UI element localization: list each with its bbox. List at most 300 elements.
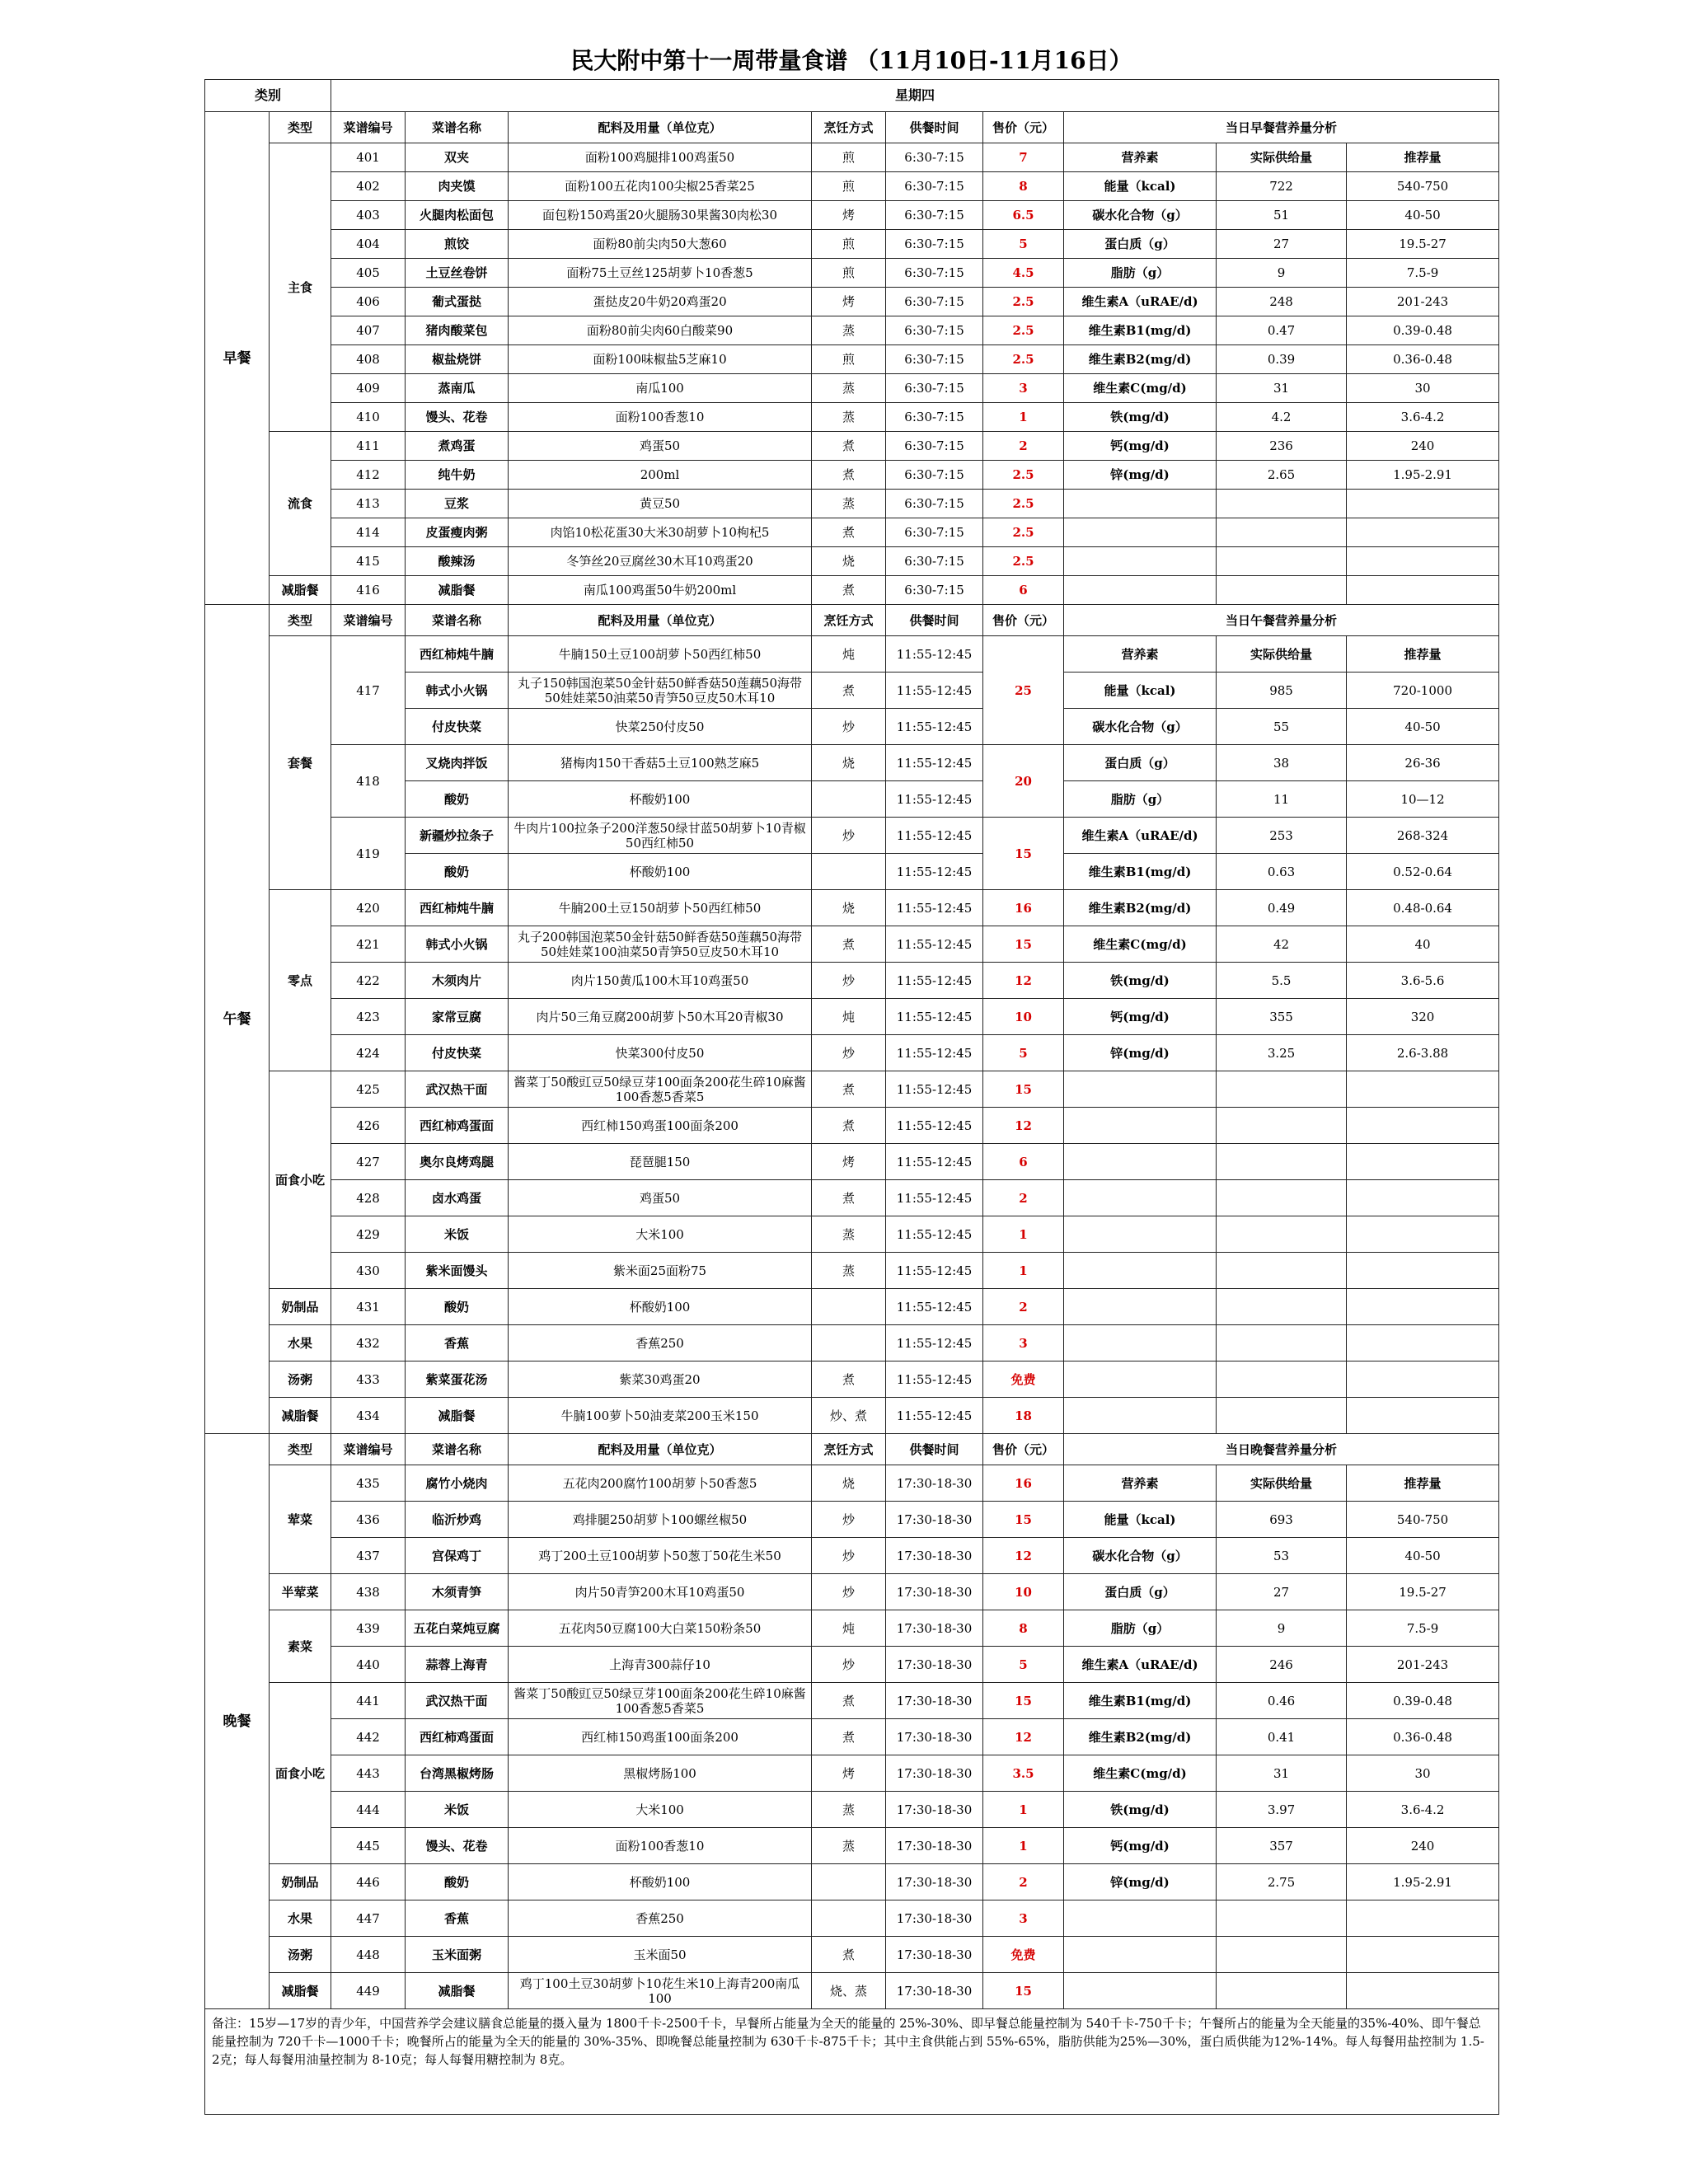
dish-row bbox=[205, 1755, 1499, 1792]
dish-price: 10 bbox=[983, 1574, 1064, 1610]
cooking-method: 煎 bbox=[812, 230, 886, 259]
page-title: 民大附中第十一周带量食谱 （11月10日-11月16日） bbox=[570, 47, 1132, 74]
serving-time: 11:55-12:45 bbox=[886, 926, 983, 963]
dish-name: 米饭 bbox=[406, 1792, 509, 1828]
serving-time: 6:30-7:15 bbox=[886, 490, 983, 518]
dish-code: 422 bbox=[331, 963, 406, 999]
dish-ingredients: 面粉100味椒盐5芝麻10 bbox=[509, 345, 812, 374]
dish-row bbox=[205, 1828, 1499, 1864]
dish-name: 韩式小火锅 bbox=[406, 673, 509, 709]
serving-time: 11:55-12:45 bbox=[886, 781, 983, 818]
cooking-method: 烤 bbox=[812, 1755, 886, 1792]
nutrient-actual: 236 bbox=[1217, 432, 1347, 461]
dish-name: 香蕉 bbox=[406, 1325, 509, 1361]
dish-name: 馒头、花卷 bbox=[406, 1828, 509, 1864]
col-code-header: 菜谱编号 bbox=[331, 112, 406, 143]
dish-name: 米饭 bbox=[406, 1216, 509, 1253]
cooking-method: 蒸 bbox=[812, 403, 886, 432]
dish-code: 417 bbox=[331, 636, 406, 745]
nutrient-name: 维生素C(mg/d) bbox=[1064, 1755, 1217, 1792]
serving-time: 6:30-7:15 bbox=[886, 374, 983, 403]
type-cell: 面食小吃 bbox=[270, 1071, 331, 1289]
type-cell: 零点 bbox=[270, 890, 331, 1071]
dish-row bbox=[205, 1361, 1499, 1398]
nutrient-recommended: 268-324 bbox=[1347, 818, 1499, 854]
dish-name: 煎饺 bbox=[406, 230, 509, 259]
cooking-method: 煮 bbox=[812, 461, 886, 490]
empty-cell bbox=[1347, 1071, 1499, 1108]
dish-code: 449 bbox=[331, 1973, 406, 2009]
dish-row bbox=[205, 143, 1499, 172]
dish-name: 椒盐烧饼 bbox=[406, 345, 509, 374]
dish-code: 412 bbox=[331, 461, 406, 490]
serving-time: 11:55-12:45 bbox=[886, 1180, 983, 1216]
nutrient-recommended: 540-750 bbox=[1347, 1502, 1499, 1538]
dish-name: 酸奶 bbox=[406, 781, 509, 818]
nutrient-name: 碳水化合物（g） bbox=[1064, 201, 1217, 230]
dish-price: 1 bbox=[983, 403, 1064, 432]
cooking-method: 煮 bbox=[812, 1180, 886, 1216]
dish-name: 木须青笋 bbox=[406, 1574, 509, 1610]
dish-code: 436 bbox=[331, 1502, 406, 1538]
meal-label: 午餐 bbox=[205, 605, 270, 1434]
actual-header: 实际供给量 bbox=[1217, 636, 1347, 673]
serving-time: 17:30-18-30 bbox=[886, 1900, 983, 1937]
dish-name: 皮蛋瘦肉粥 bbox=[406, 518, 509, 547]
nutrient-actual: 31 bbox=[1217, 1755, 1347, 1792]
dish-name: 宫保鸡丁 bbox=[406, 1538, 509, 1574]
dish-ingredients: 牛腩200土豆150胡萝卜50西红柿50 bbox=[509, 890, 812, 926]
dish-ingredients: 五花肉200腐竹100胡萝卜50香葱5 bbox=[509, 1465, 812, 1502]
dish-name: 减脂餐 bbox=[406, 576, 509, 605]
cooking-method: 炒 bbox=[812, 1502, 886, 1538]
serving-time: 11:55-12:45 bbox=[886, 963, 983, 999]
dish-code: 433 bbox=[331, 1361, 406, 1398]
cooking-method: 炒、煮 bbox=[812, 1398, 886, 1434]
nutrient-recommended: 1.95-2.91 bbox=[1347, 1864, 1499, 1900]
dish-price: 2 bbox=[983, 1864, 1064, 1900]
nutrient-actual: 55 bbox=[1217, 709, 1347, 745]
dish-row bbox=[205, 432, 1499, 461]
col-type-header: 类型 bbox=[270, 1434, 331, 1465]
dish-name: 酸奶 bbox=[406, 854, 509, 890]
empty-cell bbox=[1217, 1937, 1347, 1973]
nutrient-recommended: 3.6-5.6 bbox=[1347, 963, 1499, 999]
dish-price: 2.5 bbox=[983, 518, 1064, 547]
dish-name: 西红柿炖牛腩 bbox=[406, 890, 509, 926]
empty-cell bbox=[1347, 1216, 1499, 1253]
dish-name: 煮鸡蛋 bbox=[406, 432, 509, 461]
dish-ingredients: 鸡排腿250胡萝卜100螺丝椒50 bbox=[509, 1502, 812, 1538]
type-cell: 面食小吃 bbox=[270, 1683, 331, 1864]
dish-row bbox=[205, 1610, 1499, 1647]
dish-price: 12 bbox=[983, 963, 1064, 999]
serving-time: 6:30-7:15 bbox=[886, 576, 983, 605]
meal-label: 晚餐 bbox=[205, 1434, 270, 2009]
col-method-header: 烹饪方式 bbox=[812, 605, 886, 636]
dish-code: 434 bbox=[331, 1398, 406, 1434]
empty-cell bbox=[1347, 1108, 1499, 1144]
dish-price: 16 bbox=[983, 1465, 1064, 1502]
cooking-method: 煮 bbox=[812, 1683, 886, 1719]
dish-ingredients: 猪梅肉150干香菇5土豆100熟芝麻5 bbox=[509, 745, 812, 781]
nutrient-actual: 5.5 bbox=[1217, 963, 1347, 999]
empty-cell bbox=[1347, 1900, 1499, 1937]
dish-name: 台湾黑椒烤肠 bbox=[406, 1755, 509, 1792]
empty-cell bbox=[1347, 547, 1499, 576]
dish-ingredients: 南瓜100 bbox=[509, 374, 812, 403]
dish-row bbox=[205, 316, 1499, 345]
dish-ingredients: 南瓜100鸡蛋50牛奶200ml bbox=[509, 576, 812, 605]
dish-price: 1 bbox=[983, 1792, 1064, 1828]
dish-name: 肉夹馍 bbox=[406, 172, 509, 201]
serving-time: 11:55-12:45 bbox=[886, 1361, 983, 1398]
nutrient-name: 锌(mg/d) bbox=[1064, 1035, 1217, 1071]
nutrient-name: 维生素B2(mg/d) bbox=[1064, 345, 1217, 374]
empty-cell bbox=[1347, 1144, 1499, 1180]
serving-time: 17:30-18-30 bbox=[886, 1792, 983, 1828]
empty-cell bbox=[1217, 547, 1347, 576]
serving-time: 6:30-7:15 bbox=[886, 547, 983, 576]
nutrient-name: 能量（kcal) bbox=[1064, 673, 1217, 709]
dish-code: 403 bbox=[331, 201, 406, 230]
nutrient-recommended: 240 bbox=[1347, 1828, 1499, 1864]
cooking-method: 煮 bbox=[812, 926, 886, 963]
dish-ingredients: 上海青300蒜仔10 bbox=[509, 1647, 812, 1683]
cooking-method: 烤 bbox=[812, 1144, 886, 1180]
dish-price: 3 bbox=[983, 1900, 1064, 1937]
dish-name: 西红柿炖牛腩 bbox=[406, 636, 509, 673]
dish-price: 6.5 bbox=[983, 201, 1064, 230]
nutrient-name: 钙(mg/d) bbox=[1064, 1828, 1217, 1864]
dish-price: 10 bbox=[983, 999, 1064, 1035]
note-row bbox=[205, 2009, 1499, 2115]
meal-label: 早餐 bbox=[205, 112, 270, 605]
col-type-header: 类型 bbox=[270, 112, 331, 143]
nutrient-actual: 9 bbox=[1217, 259, 1347, 288]
serving-time: 6:30-7:15 bbox=[886, 288, 983, 316]
actual-header: 实际供给量 bbox=[1217, 1465, 1347, 1502]
dish-ingredients: 肉片50三角豆腐200胡萝卜50木耳20青椒30 bbox=[509, 999, 812, 1035]
cooking-method bbox=[812, 781, 886, 818]
dish-price: 15 bbox=[983, 1502, 1064, 1538]
empty-cell bbox=[1064, 1398, 1217, 1434]
col-code-header: 菜谱编号 bbox=[331, 1434, 406, 1465]
nutrient-actual: 357 bbox=[1217, 1828, 1347, 1864]
cooking-method: 煮 bbox=[812, 1719, 886, 1755]
serving-time: 6:30-7:15 bbox=[886, 316, 983, 345]
dish-code: 426 bbox=[331, 1108, 406, 1144]
serving-time: 6:30-7:15 bbox=[886, 345, 983, 374]
nutrient-actual: 2.65 bbox=[1217, 461, 1347, 490]
nutrient-header: 营养素 bbox=[1064, 143, 1217, 172]
nutrient-name: 维生素C(mg/d) bbox=[1064, 926, 1217, 963]
dish-name: 纯牛奶 bbox=[406, 461, 509, 490]
nutrient-recommended: 201-243 bbox=[1347, 288, 1499, 316]
dish-name: 卤水鸡蛋 bbox=[406, 1180, 509, 1216]
dish-ingredients: 黑椒烤肠100 bbox=[509, 1755, 812, 1792]
dish-code: 423 bbox=[331, 999, 406, 1035]
cooking-method: 煮 bbox=[812, 432, 886, 461]
dish-code: 425 bbox=[331, 1071, 406, 1108]
nutrient-name: 碳水化合物（g） bbox=[1064, 709, 1217, 745]
dish-ingredients: 面粉80前尖肉60白酸菜90 bbox=[509, 316, 812, 345]
dish-ingredients: 玉米面50 bbox=[509, 1937, 812, 1973]
menu-table bbox=[204, 79, 1499, 2115]
empty-cell bbox=[1217, 1253, 1347, 1289]
dish-price: 2.5 bbox=[983, 461, 1064, 490]
serving-time: 11:55-12:45 bbox=[886, 1108, 983, 1144]
cooking-method: 蒸 bbox=[812, 1253, 886, 1289]
dish-price: 15 bbox=[983, 1683, 1064, 1719]
type-cell: 奶制品 bbox=[270, 1864, 331, 1900]
nutrient-actual: 3.25 bbox=[1217, 1035, 1347, 1071]
nutrient-name: 能量（kcal) bbox=[1064, 172, 1217, 201]
dish-row bbox=[205, 259, 1499, 288]
dish-ingredients: 牛腩150土豆100胡萝卜50西红柿50 bbox=[509, 636, 812, 673]
dish-price: 2 bbox=[983, 1180, 1064, 1216]
dish-ingredients: 牛腩100萝卜50油麦菜200玉米150 bbox=[509, 1398, 812, 1434]
dish-ingredients: 肉馅10松花蛋30大米30胡萝卜10枸杞5 bbox=[509, 518, 812, 547]
dish-code: 410 bbox=[331, 403, 406, 432]
type-cell: 水果 bbox=[270, 1900, 331, 1937]
serving-time: 6:30-7:15 bbox=[886, 461, 983, 490]
empty-cell bbox=[1217, 1325, 1347, 1361]
dish-row bbox=[205, 1071, 1499, 1108]
serving-time: 6:30-7:15 bbox=[886, 432, 983, 461]
serving-time: 11:55-12:45 bbox=[886, 1398, 983, 1434]
dish-ingredients: 牛肉片100拉条子200洋葱50绿甘蓝50胡萝卜10青椒50西红柿50 bbox=[509, 818, 812, 854]
empty-cell bbox=[1217, 1398, 1347, 1434]
dish-code: 404 bbox=[331, 230, 406, 259]
cooking-method: 蒸 bbox=[812, 1828, 886, 1864]
dish-ingredients: 西红柿150鸡蛋100面条200 bbox=[509, 1108, 812, 1144]
nutrient-recommended: 19.5-27 bbox=[1347, 1574, 1499, 1610]
nutrition-analysis-title: 当日午餐营养量分析 bbox=[1064, 605, 1499, 636]
type-cell: 荤菜 bbox=[270, 1465, 331, 1574]
dish-ingredients: 冬笋丝20豆腐丝30木耳10鸡蛋20 bbox=[509, 547, 812, 576]
dish-ingredients: 大米100 bbox=[509, 1216, 812, 1253]
dish-price: 7 bbox=[983, 143, 1064, 172]
set-meal-row bbox=[205, 745, 1499, 781]
dish-ingredients: 丸子150韩国泡菜50金针菇50鲜香菇50莲藕50海带50娃娃菜50油菜50青笋50豆皮50木耳10 bbox=[509, 673, 812, 709]
dish-ingredients: 紫米面25面粉75 bbox=[509, 1253, 812, 1289]
nutrient-name: 钙(mg/d) bbox=[1064, 432, 1217, 461]
col-name-header: 菜谱名称 bbox=[406, 605, 509, 636]
dish-code: 441 bbox=[331, 1683, 406, 1719]
dish-code: 443 bbox=[331, 1755, 406, 1792]
serving-time: 17:30-18-30 bbox=[886, 1465, 983, 1502]
empty-cell bbox=[1064, 1180, 1217, 1216]
type-cell: 主食 bbox=[270, 143, 331, 432]
dish-ingredients: 酱菜丁50酸豇豆50绿豆芽100面条200花生碎10麻酱100香葱5香菜5 bbox=[509, 1071, 812, 1108]
cooking-method: 蒸 bbox=[812, 490, 886, 518]
cooking-method bbox=[812, 1289, 886, 1325]
serving-time: 6:30-7:15 bbox=[886, 403, 983, 432]
dish-ingredients: 杯酸奶100 bbox=[509, 854, 812, 890]
col-method-header: 烹饪方式 bbox=[812, 1434, 886, 1465]
dish-name: 韩式小火锅 bbox=[406, 926, 509, 963]
recommended-header: 推荐量 bbox=[1347, 143, 1499, 172]
cooking-method: 炒 bbox=[812, 1035, 886, 1071]
dish-row bbox=[205, 288, 1499, 316]
nutrient-name: 铁(mg/d) bbox=[1064, 403, 1217, 432]
nutrient-recommended: 40 bbox=[1347, 926, 1499, 963]
type-cell: 套餐 bbox=[270, 636, 331, 890]
dish-code: 440 bbox=[331, 1647, 406, 1683]
dish-code: 414 bbox=[331, 518, 406, 547]
nutrient-actual: 355 bbox=[1217, 999, 1347, 1035]
empty-cell bbox=[1064, 1071, 1217, 1108]
dish-price: 15 bbox=[983, 1973, 1064, 2009]
nutrient-name: 蛋白质（g） bbox=[1064, 745, 1217, 781]
dish-code: 435 bbox=[331, 1465, 406, 1502]
nutrient-recommended: 240 bbox=[1347, 432, 1499, 461]
column-header-row bbox=[205, 605, 1499, 636]
dish-name: 紫菜蛋花汤 bbox=[406, 1361, 509, 1398]
dish-ingredients: 面粉100香葱10 bbox=[509, 1828, 812, 1864]
empty-cell bbox=[1064, 1937, 1217, 1973]
dish-price: 8 bbox=[983, 1610, 1064, 1647]
cooking-method: 烧 bbox=[812, 547, 886, 576]
dish-price: 18 bbox=[983, 1398, 1064, 1434]
nutrient-name: 维生素B1(mg/d) bbox=[1064, 854, 1217, 890]
col-code-header: 菜谱编号 bbox=[331, 605, 406, 636]
dish-code: 429 bbox=[331, 1216, 406, 1253]
dish-ingredients: 大米100 bbox=[509, 1792, 812, 1828]
col-ingredients-header: 配料及用量（单位克） bbox=[509, 112, 812, 143]
dish-price: 3 bbox=[983, 374, 1064, 403]
dish-name: 奥尔良烤鸡腿 bbox=[406, 1144, 509, 1180]
col-time-header: 供餐时间 bbox=[886, 112, 983, 143]
serving-time: 17:30-18-30 bbox=[886, 1719, 983, 1755]
empty-cell bbox=[1217, 1144, 1347, 1180]
dish-code: 402 bbox=[331, 172, 406, 201]
dish-ingredients: 鸡蛋50 bbox=[509, 432, 812, 461]
nutrient-actual: 722 bbox=[1217, 172, 1347, 201]
dish-code: 442 bbox=[331, 1719, 406, 1755]
dish-price: 20 bbox=[983, 745, 1064, 818]
dish-name: 武汉热干面 bbox=[406, 1683, 509, 1719]
nutrient-name: 铁(mg/d) bbox=[1064, 963, 1217, 999]
dish-ingredients: 面粉75土豆丝125胡萝卜10香葱5 bbox=[509, 259, 812, 288]
serving-time: 6:30-7:15 bbox=[886, 172, 983, 201]
cooking-method: 煮 bbox=[812, 1108, 886, 1144]
dish-name: 香蕉 bbox=[406, 1900, 509, 1937]
serving-time: 6:30-7:15 bbox=[886, 518, 983, 547]
dish-row bbox=[205, 345, 1499, 374]
cooking-method: 炒 bbox=[812, 1647, 886, 1683]
dish-ingredients: 200ml bbox=[509, 461, 812, 490]
serving-time: 11:55-12:45 bbox=[886, 709, 983, 745]
dish-row bbox=[205, 1538, 1499, 1574]
nutrient-actual: 42 bbox=[1217, 926, 1347, 963]
dish-price: 8 bbox=[983, 172, 1064, 201]
empty-cell bbox=[1217, 1108, 1347, 1144]
empty-cell bbox=[1217, 1071, 1347, 1108]
type-cell: 减脂餐 bbox=[270, 576, 331, 605]
dish-price: 1 bbox=[983, 1216, 1064, 1253]
empty-cell bbox=[1347, 1973, 1499, 2009]
dish-code: 419 bbox=[331, 818, 406, 890]
nutrient-header: 营养素 bbox=[1064, 1465, 1217, 1502]
empty-cell bbox=[1347, 490, 1499, 518]
set-meal-row bbox=[205, 636, 1499, 673]
dish-name: 付皮快菜 bbox=[406, 1035, 509, 1071]
type-cell: 流食 bbox=[270, 432, 331, 576]
dish-name: 豆浆 bbox=[406, 490, 509, 518]
cooking-method: 煎 bbox=[812, 259, 886, 288]
serving-time: 11:55-12:45 bbox=[886, 1216, 983, 1253]
nutrient-actual: 27 bbox=[1217, 1574, 1347, 1610]
dish-ingredients: 琵琶腿150 bbox=[509, 1144, 812, 1180]
dish-ingredients: 鸡丁200土豆100胡萝卜50葱丁50花生米50 bbox=[509, 1538, 812, 1574]
serving-time: 11:55-12:45 bbox=[886, 1035, 983, 1071]
nutrient-recommended: 0.39-0.48 bbox=[1347, 1683, 1499, 1719]
dish-ingredients: 杯酸奶100 bbox=[509, 1289, 812, 1325]
dish-code: 431 bbox=[331, 1289, 406, 1325]
empty-cell bbox=[1217, 518, 1347, 547]
dish-ingredients: 蛋挞皮20牛奶20鸡蛋20 bbox=[509, 288, 812, 316]
cooking-method: 炒 bbox=[812, 818, 886, 854]
dish-price: 免费 bbox=[983, 1937, 1064, 1973]
dish-code: 418 bbox=[331, 745, 406, 818]
dish-row bbox=[205, 547, 1499, 576]
dish-price: 3.5 bbox=[983, 1755, 1064, 1792]
dish-row bbox=[205, 230, 1499, 259]
serving-time: 6:30-7:15 bbox=[886, 259, 983, 288]
dish-code: 420 bbox=[331, 890, 406, 926]
empty-cell bbox=[1217, 576, 1347, 605]
dish-name: 西红柿鸡蛋面 bbox=[406, 1108, 509, 1144]
nutrient-name: 维生素A（uRAE/d) bbox=[1064, 1647, 1217, 1683]
dish-price: 12 bbox=[983, 1719, 1064, 1755]
dish-name: 玉米面粥 bbox=[406, 1937, 509, 1973]
empty-cell bbox=[1347, 1398, 1499, 1434]
type-cell: 减脂餐 bbox=[270, 1398, 331, 1434]
dish-row bbox=[205, 999, 1499, 1035]
nutrient-name: 碳水化合物（g） bbox=[1064, 1538, 1217, 1574]
cooking-method: 蒸 bbox=[812, 316, 886, 345]
serving-time: 17:30-18-30 bbox=[886, 1973, 983, 2009]
nutrient-actual: 0.49 bbox=[1217, 890, 1347, 926]
serving-time: 6:30-7:15 bbox=[886, 230, 983, 259]
serving-time: 17:30-18-30 bbox=[886, 1502, 983, 1538]
dish-name: 减脂餐 bbox=[406, 1973, 509, 2009]
nutrient-actual: 0.41 bbox=[1217, 1719, 1347, 1755]
dish-price: 6 bbox=[983, 1144, 1064, 1180]
nutrition-analysis-title: 当日早餐营养量分析 bbox=[1064, 112, 1499, 143]
nutrient-recommended: 0.48-0.64 bbox=[1347, 890, 1499, 926]
empty-cell bbox=[1064, 1216, 1217, 1253]
type-cell: 素菜 bbox=[270, 1610, 331, 1683]
cooking-method: 煮 bbox=[812, 1071, 886, 1108]
cooking-method bbox=[812, 1864, 886, 1900]
dish-name: 减脂餐 bbox=[406, 1398, 509, 1434]
type-cell: 减脂餐 bbox=[270, 1973, 331, 2009]
cooking-method bbox=[812, 854, 886, 890]
dish-row bbox=[205, 1574, 1499, 1610]
dish-code: 445 bbox=[331, 1828, 406, 1864]
serving-time: 11:55-12:45 bbox=[886, 1253, 983, 1289]
nutrient-actual: 4.2 bbox=[1217, 403, 1347, 432]
empty-cell bbox=[1347, 1937, 1499, 1973]
cooking-method: 烧 bbox=[812, 745, 886, 781]
nutrient-name: 维生素B1(mg/d) bbox=[1064, 316, 1217, 345]
cooking-method: 煎 bbox=[812, 172, 886, 201]
dish-code: 407 bbox=[331, 316, 406, 345]
serving-time: 11:55-12:45 bbox=[886, 1071, 983, 1108]
